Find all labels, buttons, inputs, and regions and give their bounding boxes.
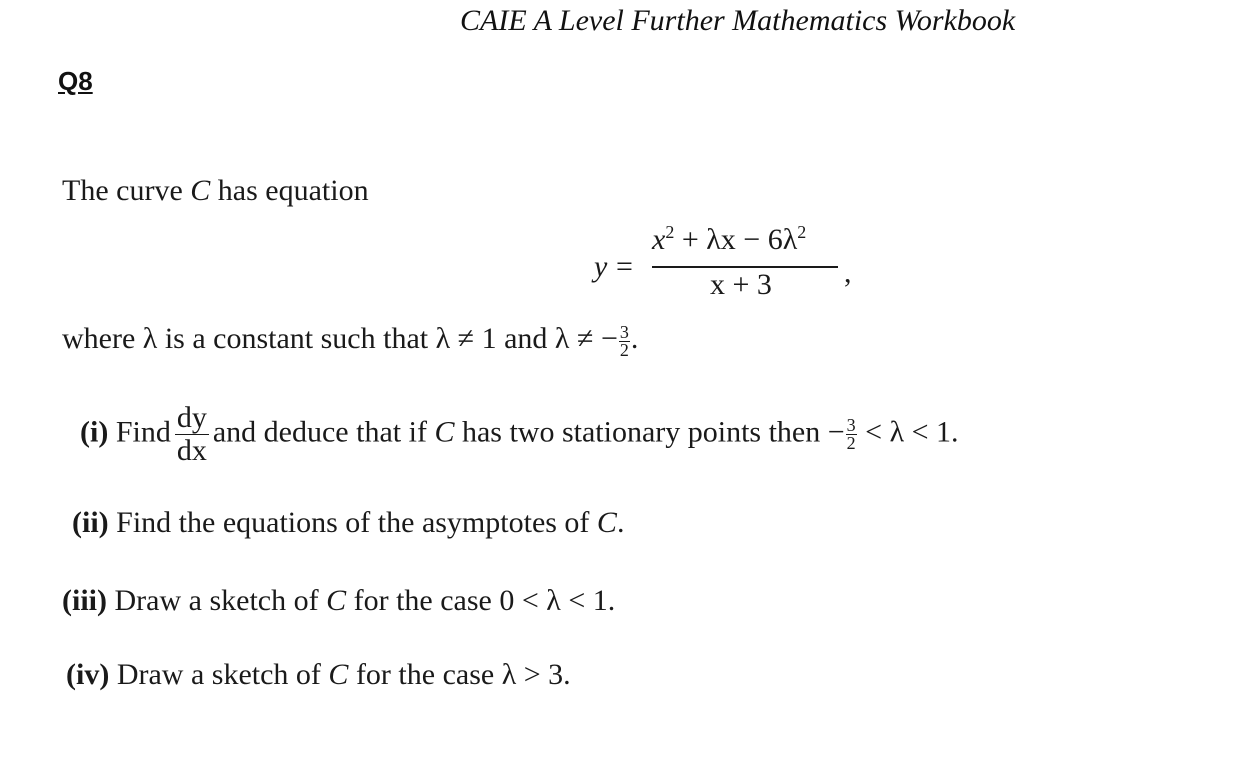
part-i-curve: C — [434, 415, 455, 449]
curve-name: C — [190, 174, 211, 207]
part-i-find: Find — [115, 415, 171, 449]
intro-text-after: has equation — [210, 174, 369, 207]
fraction-numerator: 3 — [619, 321, 629, 342]
numerator-lambda-exponent: 2 — [797, 222, 807, 242]
equation-numerator — [652, 222, 806, 257]
part-iii-text-1: Draw a sketch of — [114, 584, 327, 617]
numerator-x: x — [652, 223, 666, 256]
part-i-text-1: and deduce that if — [212, 415, 435, 449]
intro-text-before: The curve — [62, 174, 191, 207]
three-halves-fraction — [619, 321, 630, 360]
part-i — [80, 402, 959, 467]
part-i-label: (i) — [80, 415, 109, 449]
part-iii-text-2: for the case 0 < λ < 1. — [346, 584, 616, 617]
derivative-fraction — [175, 402, 209, 467]
derivative-numerator: dy — [176, 401, 207, 434]
part-ii-text-2: . — [616, 506, 625, 539]
condition-text: where λ is a constant such that λ ≠ 1 and λ ≠ − — [62, 322, 618, 355]
part-ii-curve: C — [596, 506, 617, 539]
intro-sentence — [62, 174, 369, 208]
part-iv-curve: C — [328, 658, 349, 691]
part-i-fraction — [846, 417, 857, 452]
part-iv — [66, 658, 571, 692]
derivative-denominator: dx — [176, 434, 207, 467]
condition-end: . — [630, 322, 639, 355]
part-i-text-2: has two stationary points then − — [454, 415, 845, 449]
part-iv-text-1: Draw a sketch of — [116, 658, 329, 691]
part-iii-label: (iii) — [62, 584, 107, 617]
equation-lhs: y — [594, 250, 608, 283]
part-i-fraction-numerator: 3 — [846, 415, 856, 435]
part-i-fraction-denominator: 2 — [846, 433, 856, 453]
equation-comma: , — [844, 256, 852, 289]
part-iii-curve: C — [326, 584, 347, 617]
equation-equals: = — [616, 250, 633, 283]
part-ii — [72, 506, 624, 540]
part-iv-text-2: for the case λ > 3. — [348, 658, 571, 691]
numerator-exponent: 2 — [665, 222, 675, 242]
question-number: Q8 — [58, 66, 93, 96]
part-ii-text-1: Find the equations of the asymptotes of — [116, 506, 597, 539]
part-i-text-3: < λ < 1. — [857, 415, 959, 449]
workbook-title: CAIE A Level Further Mathematics Workbook — [460, 4, 1016, 37]
lambda-condition — [62, 322, 638, 359]
part-iv-label: (iv) — [66, 658, 110, 691]
part-ii-label: (ii) — [72, 506, 109, 539]
fraction-denominator: 2 — [619, 339, 629, 360]
equation-denominator: x + 3 — [710, 268, 772, 301]
numerator-rest: + λx − 6λ — [674, 223, 798, 256]
part-iii — [62, 584, 615, 618]
